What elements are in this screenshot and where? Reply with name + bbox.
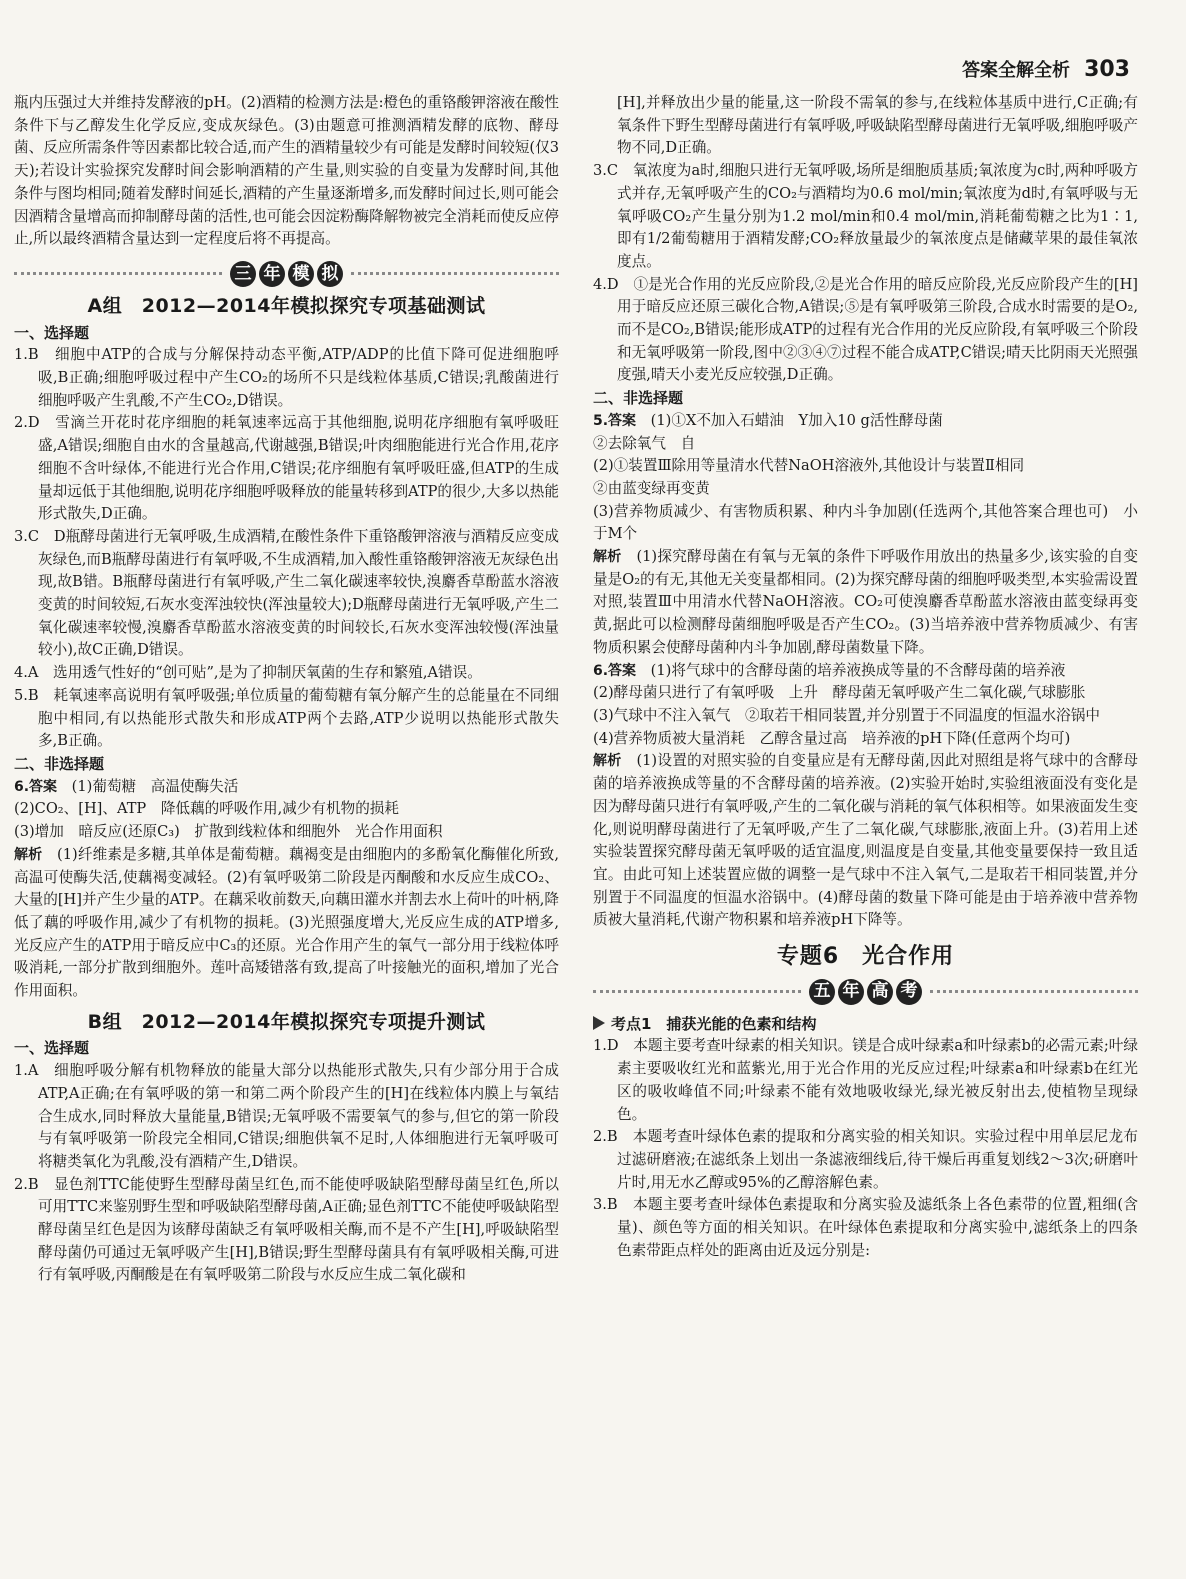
explanation-label: 解析 bbox=[593, 753, 622, 770]
banner-dots-right bbox=[930, 990, 1138, 993]
section-heading: 一、选择题 bbox=[14, 323, 90, 342]
explanation-text: (1)纤维素是多糖,其单体是葡萄糖。藕褐变是由细胞内的多酚氧化酶催化所致,高温可使酶失活,使藕褐变减轻。(2)有氧呼吸第二阶段是丙酮酸和水反应生成CO₂、大量的[H]并产生少量的ATP。在藕采收前数天,向藕田灌水并割去水上荷叶的叶柄,降低了藕的呼吸作用,减少了有机物的损耗。(3)光照强度增大,光反应生成的ATP增多,光反应产生的ATP用于暗反应中C₃的还原。光合作用产生的氧气一部分用于线粒体呼吸消耗,一部分扩散到细胞外。莲叶高矮错落有致,提高了叶接触光的面积,增加了光合作用面积。 bbox=[14, 845, 559, 1000]
answer-a6-line bbox=[14, 776, 559, 799]
answer-b2-continued: [H],并释放出少量的能量,这一阶段不需氧的参与,在线粒体基质中进行,C正确;有氧条件下野生型酵母菌进行有氧呼吸,呼吸缺陷型酵母菌进行无氧呼吸,细胞呼吸产物不同,D正确。 bbox=[617, 94, 1138, 157]
answer-b5-line: ②去除氧气 自 bbox=[593, 434, 696, 452]
answer-label: 6.答案 bbox=[593, 662, 637, 679]
answer-b6-line: (2)酵母菌只进行了有氧呼吸 上升 酵母菌无氧呼吸产生二氧化碳,气球膨胀 bbox=[593, 684, 1086, 702]
banner-char: 五 bbox=[809, 979, 835, 1005]
answer-a5: 5.B 耗氧速率高说明有氧呼吸强;单位质量的葡萄糖有氧分解产生的总能量在不同细胞中相同,有以热能形式散失和形成ATP两个去路,ATP少说明以热能形式散失多,B正确。 bbox=[14, 686, 559, 750]
section-heading: 二、非选择题 bbox=[14, 754, 105, 773]
explanation-label: 解析 bbox=[14, 846, 43, 863]
kaodian-heading bbox=[593, 1013, 1138, 1036]
header-title: 答案全解全析 bbox=[962, 60, 1071, 81]
answer-b4: 4.D ①是光合作用的光反应阶段,②是光合作用的暗反应阶段,光反应阶段产生的[H]用于暗反应还原三碳化合物,A错误;⑤是有氧呼吸第三阶段,合成水时需要的是O₂,而不是CO₂,B错误;能形成ATP的过程有光合作用的光反应阶段,有氧呼吸三个阶段和无氧呼吸第一阶段,图中②③④⑦过程不能合成ATP,C错误;晴天比阴雨天光照强度强,晴天小麦光反应较强,D正确。 bbox=[593, 275, 1139, 384]
answer-a3: 3.C D瓶酵母菌进行无氧呼吸,生成酒精,在酸性条件下重铬酸钾溶液与酒精反应变成灰绿色,而B瓶酵母菌进行有氧呼吸,不生成酒精,加入酸性重铬酸钾溶液无灰绿色出现,故B错。B瓶酵母菌进行有氧呼吸,产生二氧化碳速率较快,溴麝香草酚蓝水溶液变黄的时间较短,石灰水变浑浊较快(浑浊量较大);D瓶酵母菌进行无氧呼吸,产生二氧化碳速率较慢,溴麝香草酚蓝水溶液变黄的时间较长,石灰水变浑浊较慢(浑浊量较小),故C正确,D错误。 bbox=[14, 527, 559, 659]
answer-label: 5.答案 bbox=[593, 412, 637, 429]
banner-char: 高 bbox=[867, 979, 893, 1005]
banner-char: 年 bbox=[838, 979, 864, 1005]
answer-a4: 4.A 选用透气性好的“创可贴”,是为了抑制厌氧菌的生存和繁殖,A错误。 bbox=[14, 664, 482, 682]
answer-c2: 2.B 本题考查叶绿体色素的提取和分离实验的相关知识。实验过程中用单层尼龙布过滤研磨液;在滤纸条上划出一条滤液细线后,待干燥后再重复划线2～3次;研磨叶片时,用无水乙醇或95%的乙醇溶解色素。 bbox=[593, 1128, 1138, 1191]
section-heading: 二、非选择题 bbox=[593, 389, 684, 408]
answer-b1: 1.A 细胞呼吸分解有机物释放的能量大部分以热能形式散失,只有少部分用于合成ATP,A正确;在有氧呼吸的第一和第二两个阶段产生的[H]在线粒体内膜上与氧结合生成水,同时释放大量能量,B错误;无氧呼吸不需要氧气的参与,但它的第一阶段与有氧呼吸第一阶段完全相同,C错误;细胞供氧不足时,人体细胞进行无氧呼吸可将糖类氧化为乳酸,没有酒精产生,D错误。 bbox=[14, 1062, 559, 1170]
group-a-title: A组 2012—2014年模拟探究专项基础测试 bbox=[87, 294, 486, 317]
explanation-b5 bbox=[593, 546, 1138, 660]
answer-a1: 1.B 细胞中ATP的合成与分解保持动态平衡,ATP/ADP的比值下降可促进细胞呼吸,B正确;细胞呼吸过程中产生CO₂的场所不只是线粒体基质,C错误;乳酸菌进行细胞呼吸产生乳酸,不产生CO₂,D错误。 bbox=[14, 346, 559, 409]
answer-c3: 3.B 本题主要考查叶绿体色素提取和分离实验及滤纸条上各色素带的位置,粗细(含量)、颜色等方面的相关知识。在叶绿体色素提取和分离实验中,滤纸条上的四条色素带距点样处的距离由近及远分别是: bbox=[593, 1196, 1138, 1259]
explanation-b6 bbox=[593, 750, 1138, 932]
kaodian-text: 考点1 捕获光能的色素和结构 bbox=[611, 1014, 817, 1033]
right-column bbox=[593, 92, 1138, 1262]
section-banner-wunian bbox=[593, 977, 1138, 1007]
answer-b5-line bbox=[593, 410, 1138, 433]
intro-paragraph: 瓶内压强过大并维持发酵液的pH。(2)酒精的检测方法是:橙色的重铬酸钾溶液在酸性条件下与乙醇发生化学反应,变成灰绿色。(3)由题意可推测酒精发酵的底物、酵母菌、反应所需条件等因素都比较合适,而产生的酒精量较少有可能是发酵时间较短(仅3天);若设计实验探究发酵时间会影响酒精的产生量,则实验的自变量为发酵时间,其他条件与图均相同;随着发酵时间延长,酒精的产生量逐渐增多,而发酵时间过长,则可能会因酒精含量增高而抑制酵母菌的活性,也可能会因淀粉酶降解物被完全消耗而使反应停止,所以最终酒精含量达到一定程度后将不再提高。 bbox=[14, 94, 559, 248]
explanation-label: 解析 bbox=[593, 549, 622, 566]
explanation-a6 bbox=[14, 844, 559, 1003]
banner-dots-left bbox=[14, 272, 222, 275]
triangle-icon bbox=[593, 1016, 605, 1030]
answer-b5-line: (3)营养物质减少、有害物质积累、种内斗争加剧(任选两个,其他答案合理也可) 小于M个 bbox=[593, 502, 1138, 543]
banner-dots-left bbox=[593, 990, 801, 993]
answer-label: 6.答案 bbox=[14, 778, 58, 795]
answer-b6-line: (4)营养物质被大量消耗 乙醇含量过高 培养液的pH下降(任意两个均可) bbox=[593, 729, 1071, 747]
banner-dots-right bbox=[351, 272, 559, 275]
left-column bbox=[14, 92, 559, 1287]
answer-text: (1)葡萄糖 高温使酶失活 bbox=[71, 777, 239, 795]
group-b-title: B组 2012—2014年模拟探究专项提升测试 bbox=[87, 1010, 486, 1033]
answer-b5-line: ②由蓝变绿再变黄 bbox=[593, 479, 710, 497]
answer-b5-line: (2)①装置Ⅲ除用等量清水代替NaOH溶液外,其他设计与装置Ⅱ相同 bbox=[593, 457, 1025, 475]
answer-b3: 3.C 氧浓度为a时,细胞只进行无氧呼吸,场所是细胞质基质;氧浓度为c时,两种呼吸方式并存,无氧呼吸产生的CO₂与酒精均为0.6 mol/min;氧浓度为d时,有氧呼吸与无氧呼吸CO₂产生量分别为1.2 mol/min和0.4 mol/min,消耗葡萄糖之比为1∶1,即有1/2葡萄糖用于酒精发酵;CO₂释放量最少的氧浓度点是储藏苹果的最佳氧浓度点。 bbox=[593, 162, 1138, 270]
banner-char: 拟 bbox=[317, 261, 343, 287]
answer-a6-line: (3)增加 暗反应(还原C₃) 扩散到线粒体和细胞外 光合作用面积 bbox=[14, 823, 443, 841]
banner-char: 考 bbox=[896, 979, 922, 1005]
banner-char: 年 bbox=[259, 261, 285, 287]
section-banner-sannian bbox=[14, 259, 559, 289]
page-number: 303 bbox=[1084, 57, 1130, 82]
banner-char: 模 bbox=[288, 261, 314, 287]
answer-b2: 2.B 显色剂TTC能使野生型酵母菌呈红色,而不能使呼吸缺陷型酵母菌呈红色,所以可用TTC来鉴别野生型和呼吸缺陷型酵母菌,A正确;显色剂TTC不能使呼吸缺陷型酵母菌呈红色是因为该酵母菌缺乏有氧呼吸相关酶,而不是不产生[H],呼吸缺陷型酵母菌仍可通过无氧呼吸产生[H],B错误;野生型酵母菌具有有氧呼吸相关酶,可进行有氧呼吸,丙酮酸是在有氧呼吸第二阶段与水反应生成二氧化碳和 bbox=[14, 1175, 559, 1284]
explanation-text: (1)探究酵母菌在有氧与无氧的条件下呼吸作用放出的热量多少,该实验的自变量是O₂的有无,其他无关变量都相同。(2)为探究酵母菌的细胞呼吸类型,本实验需设置对照,装置Ⅲ中用清水代替NaOH溶液。CO₂可使溴麝香草酚蓝水溶液由蓝变绿再变黄,据此可以检测酵母菌细胞呼吸是否产生CO₂。(3)当培养液中营养物质减少、有害物质积累会使酵母菌种内斗争加剧,酵母菌数量下降。 bbox=[593, 548, 1138, 656]
answer-text: (1)①X不加入石蜡油 Y加入10 g活性酵母菌 bbox=[650, 411, 943, 429]
section-heading: 一、选择题 bbox=[14, 1039, 90, 1058]
answer-a2: 2.D 雪滴兰开花时花序细胞的耗氧速率远高于其他细胞,说明花序细胞有氧呼吸旺盛,A错误;细胞自由水的含量越高,代谢越强,B错误;叶肉细胞能进行光合作用,花序细胞不含叶绿体,不能进行光合作用,C错误;花序细胞有氧呼吸旺盛,但ATP的生成量却远低于其他细胞,说明花序细胞呼吸释放的能量转移到ATP的很少,大多以热能形式散失,D正确。 bbox=[14, 414, 559, 523]
answer-text: (1)将气球中的含酵母菌的培养液换成等量的不含酵母菌的培养液 bbox=[650, 661, 1066, 679]
answer-c1: 1.D 本题主要考查叶绿素的相关知识。镁是合成叶绿素a和叶绿素b的必需元素;叶绿素主要吸收红光和蓝紫光,用于光合作用的光反应过程;叶绿素a和叶绿素b在红光区的吸收峰值不同;叶绿素不能有效地吸收绿光,绿光被反射出去,使植物呈现绿色。 bbox=[593, 1037, 1138, 1123]
answer-a6-line: (2)CO₂、[H]、ATP 降低藕的呼吸作用,减少有机物的损耗 bbox=[14, 800, 399, 818]
answer-b6-line: (3)气球中不注入氧气 ②取若干相同装置,并分别置于不同温度的恒温水浴锅中 bbox=[593, 706, 1100, 724]
page-header bbox=[962, 56, 1130, 82]
banner-char: 三 bbox=[230, 261, 256, 287]
answer-b6-line bbox=[593, 660, 1138, 683]
explanation-text: (1)设置的对照实验的自变量应是有无酵母菌,因此对照组是将气球中的含酵母菌的培养液换成等量的不含酵母菌的培养液。(2)实验开始时,实验组液面没有变化是因为酵母菌只进行有氧呼吸,产生的二氧化碳与消耗的氧气体积相等。如果液面发生变化,则说明酵母菌进行了无氧呼吸,产生了二氧化碳,气球膨胀,液面上升。(3)若用上述实验装置探究酵母菌无氧呼吸的适宜温度,则温度是自变量,其他变量要保持一致且适宜。由此可知上述装置应做的调整一是气球中不注入氧气,二是取若干相同装置,并分别置于不同温度的恒温水浴锅中。(4)酵母菌的数量下降可能是由于培养液中营养物质被大量消耗,代谢产物积累和培养液pH下降等。 bbox=[593, 752, 1138, 929]
topic-title: 专题6 光合作用 bbox=[776, 944, 955, 970]
